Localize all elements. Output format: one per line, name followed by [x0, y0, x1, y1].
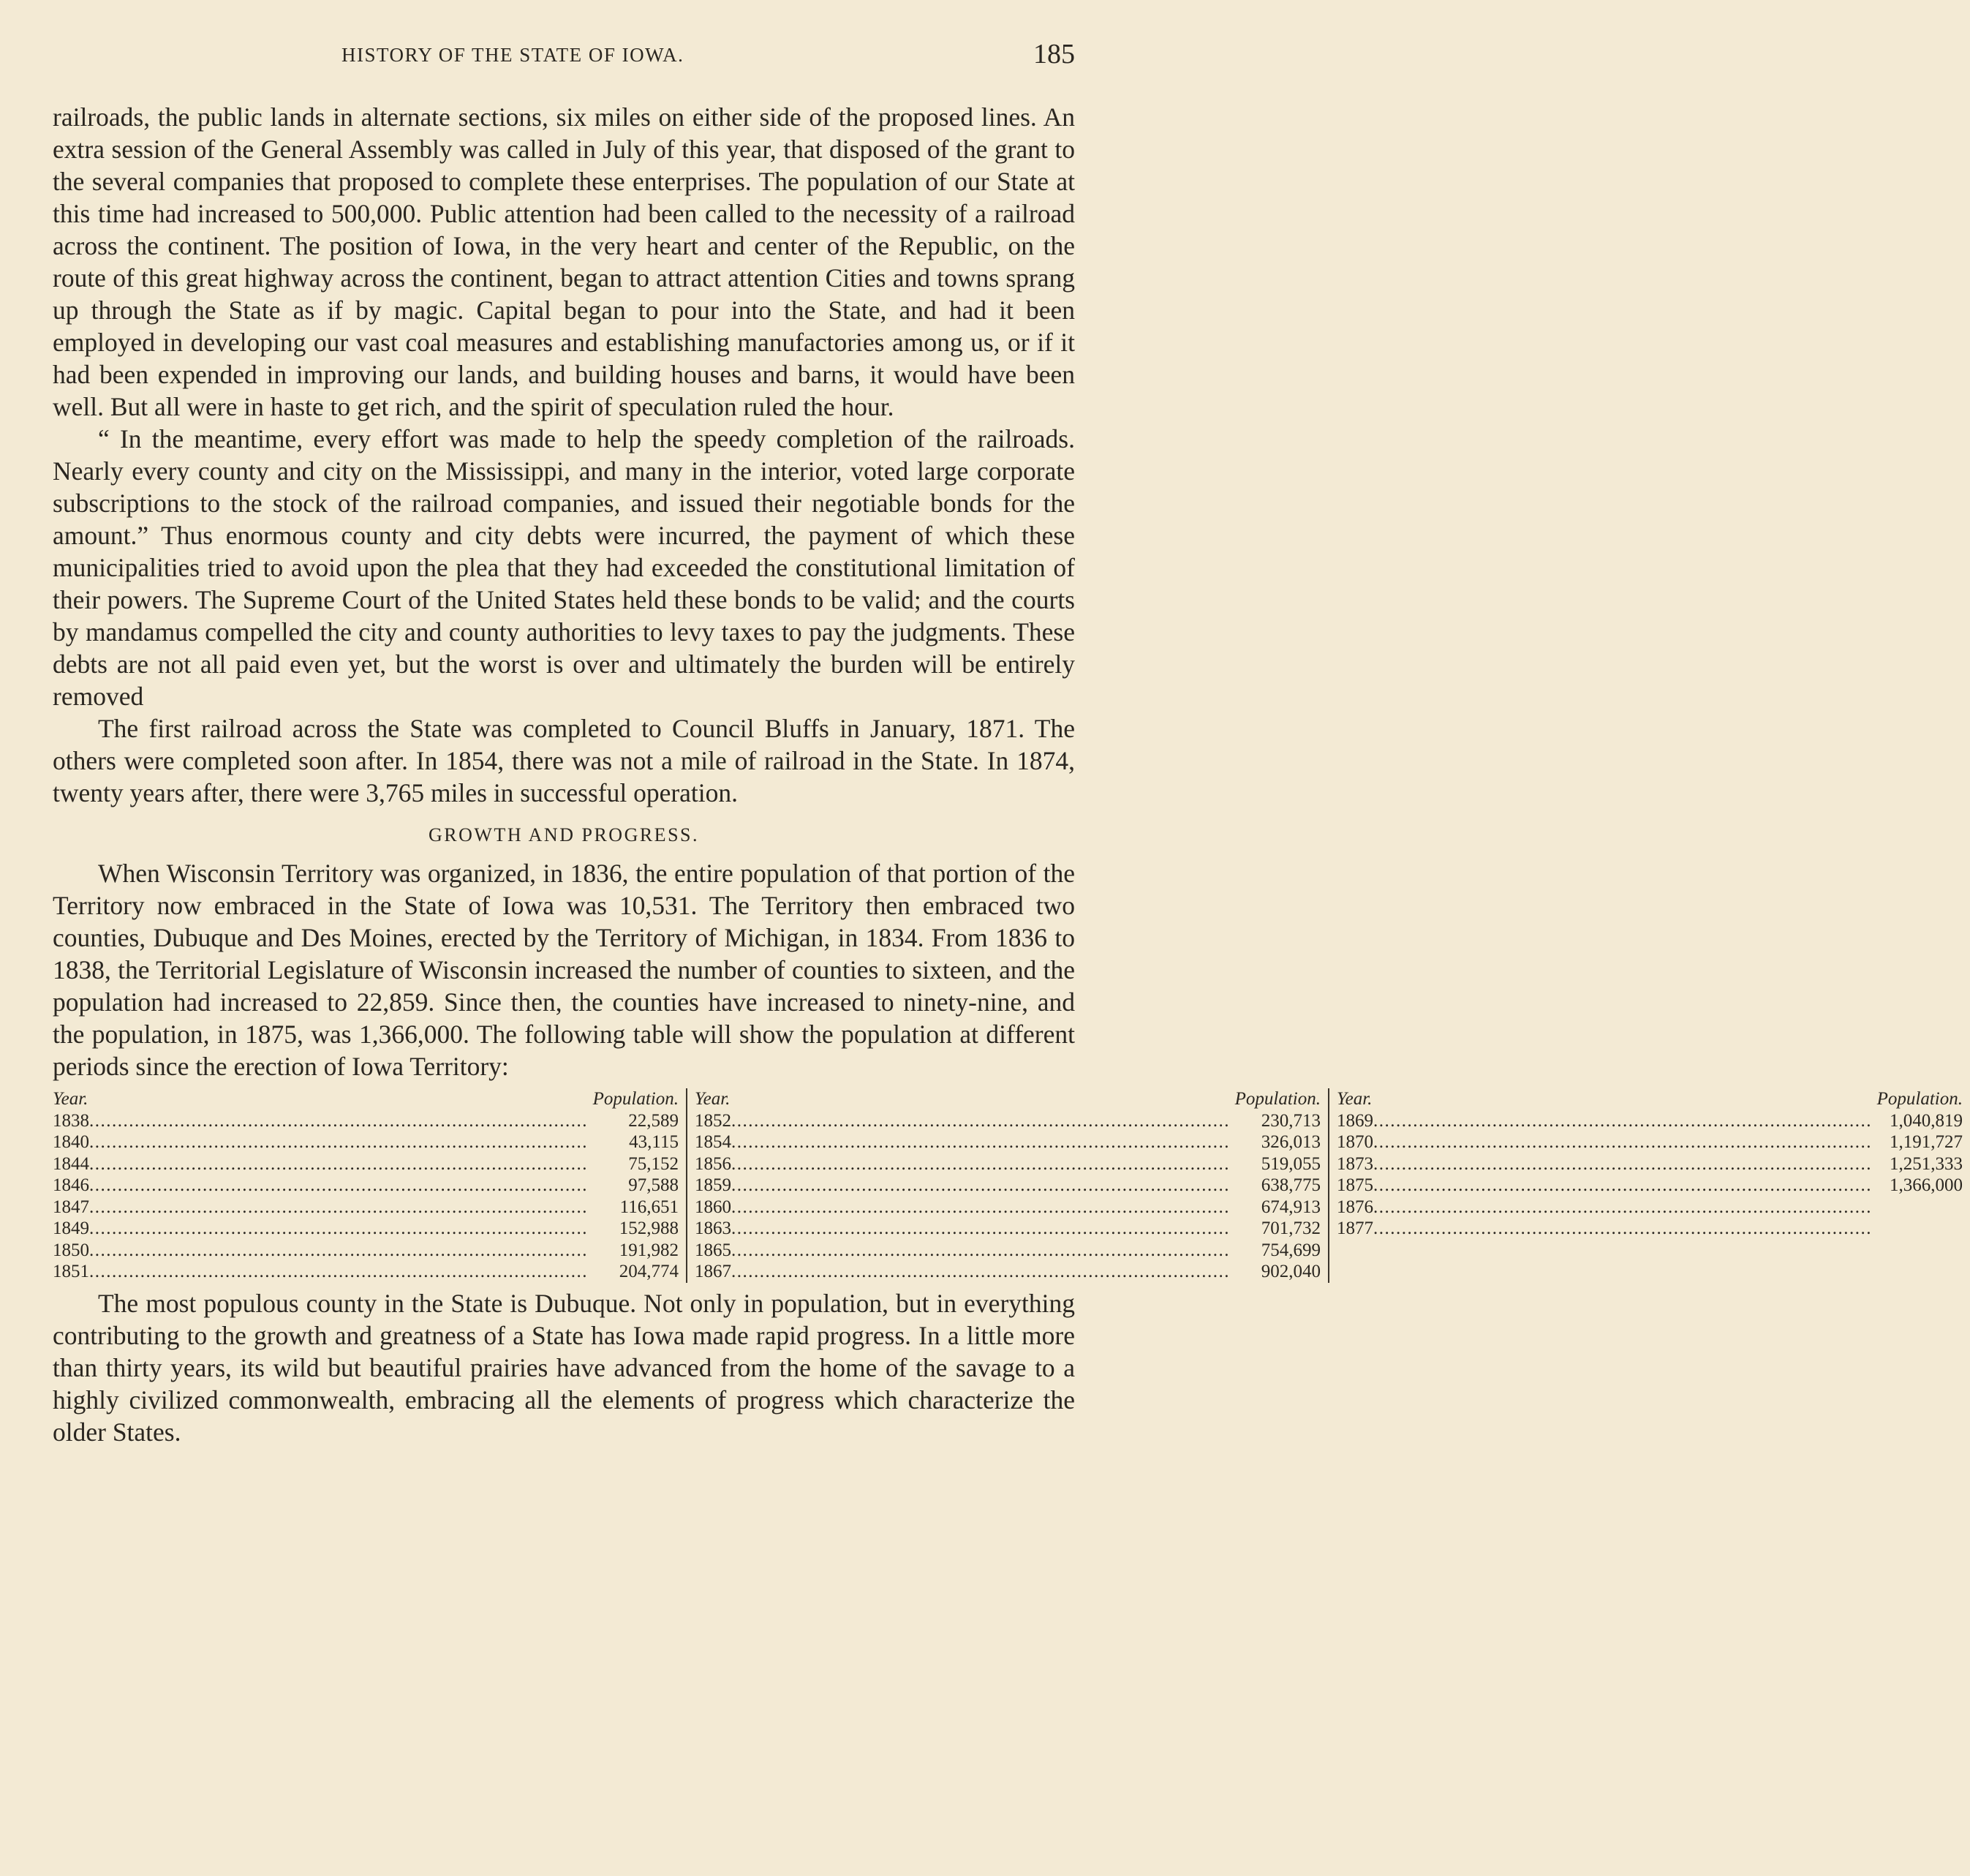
- year-cell: 1863: [695, 1218, 731, 1238]
- population-cell: 43,115: [629, 1132, 679, 1152]
- table-row: [695, 1131, 1321, 1153]
- table-row: [1337, 1131, 1963, 1153]
- population-cell: 1,040,819: [1890, 1110, 1963, 1131]
- population-cell: 519,055: [1261, 1153, 1321, 1174]
- year-cell: 1859: [695, 1175, 731, 1195]
- leader-dots: [731, 1218, 1230, 1240]
- table-row: [53, 1261, 679, 1283]
- table-row: [695, 1197, 1321, 1218]
- paragraph-dubuque: The most populous county in the State is Dubuque. Not only in population, but in everything contributing to the growth and greatness of a State has Iowa made rapid progress. In a little more than thirty years, its wild but beautiful prairies have advanced from the home of the savage to a highly civilized commonwealth, embracing all the elements of progress which characterize the older States.: [53, 1288, 1075, 1447]
- running-title: HISTORY OF THE STATE OF IOWA.: [341, 44, 684, 66]
- year-cell: 1849: [53, 1218, 89, 1238]
- year-header: Year.: [695, 1089, 731, 1109]
- population-cell: 22,589: [628, 1110, 679, 1131]
- year-cell: 1840: [53, 1132, 89, 1152]
- population-cell: 230,713: [1261, 1110, 1321, 1131]
- population-cell: 75,152: [628, 1153, 679, 1174]
- year-cell: 1838: [53, 1110, 89, 1131]
- population-cell: 191,982: [619, 1240, 679, 1260]
- page-body: [53, 101, 1963, 1448]
- year-cell: 1846: [53, 1175, 89, 1195]
- page-number: 185: [1033, 39, 1075, 69]
- table-row: [53, 1218, 679, 1240]
- table-row: [1337, 1175, 1963, 1197]
- population-cell: 204,774: [619, 1262, 679, 1281]
- year-cell: 1869: [1337, 1110, 1373, 1131]
- table-row: [53, 1110, 679, 1132]
- leader-dots: [1373, 1131, 1872, 1153]
- table-column-header: [1337, 1088, 1963, 1110]
- section-heading: GROWTH AND PROGRESS.: [429, 824, 699, 845]
- year-cell: 1850: [53, 1240, 89, 1260]
- table-row: [1337, 1218, 1963, 1240]
- population-cell: 638,775: [1261, 1175, 1321, 1195]
- paragraph-quotation: “ In the meantime, every effort was made to help the speedy completion of the railroads. Nearly every county and city on the Mississippi, and many in the interior, voted large corporate subscriptions to the stock of the railroad companies, and issued their negotiable bonds for the amount.” Thus enormous county and city debts were incurred, the payment of which these municipalities tried to avoid upon the plea that they had exceeded the constitutional limitation of their powers. The Supreme Court of the United States held these bonds to be valid; and the courts by mandamus compelled the city and county authorities to levy taxes to pay the judgments. These debts are not all paid even yet, but the worst is over and ultimately the burden will be entirely removed: [53, 424, 1075, 711]
- year-cell: 1875: [1337, 1175, 1373, 1195]
- year-cell: 1854: [695, 1132, 731, 1152]
- leader-dots: [1373, 1110, 1872, 1132]
- population-cell: 701,732: [1261, 1218, 1321, 1238]
- population-cell: 1,251,333: [1890, 1153, 1963, 1174]
- table-row: [53, 1153, 679, 1175]
- leader-dots: [731, 1175, 1230, 1197]
- year-cell: 1873: [1337, 1153, 1373, 1174]
- population-cell: 152,988: [619, 1218, 679, 1238]
- table-row: [695, 1261, 1321, 1283]
- table-row: [695, 1110, 1321, 1132]
- table-row: [53, 1175, 679, 1197]
- population-header: Population.: [1876, 1089, 1963, 1109]
- leader-dots: [89, 1131, 588, 1153]
- population-cell: 116,651: [619, 1197, 679, 1217]
- year-cell: 1844: [53, 1153, 89, 1174]
- leader-dots: [731, 1131, 1230, 1153]
- population-cell: 902,040: [1261, 1262, 1321, 1281]
- year-header: Year.: [1337, 1089, 1373, 1109]
- year-cell: 1877: [1337, 1218, 1373, 1238]
- population-table: [53, 1088, 1963, 1283]
- leader-dots: [1373, 1218, 1872, 1240]
- population-cell: 754,699: [1261, 1240, 1321, 1260]
- paragraph-first-railroad: The first railroad across the State was completed to Council Bluffs in January, 1871. The others were completed soon after. In 1854, there was not a mile of railroad in the State. In 1874, twenty years after, there were 3,765 miles in successful operation.: [53, 714, 1075, 807]
- table-row: [53, 1240, 679, 1262]
- table-row: [1337, 1197, 1963, 1218]
- population-cell: 97,588: [628, 1175, 679, 1195]
- leader-dots: [89, 1110, 588, 1132]
- leader-dots: [731, 1110, 1230, 1132]
- leader-dots: [89, 1153, 588, 1175]
- year-cell: 1856: [695, 1153, 731, 1174]
- table-column: [1328, 1088, 1970, 1283]
- table-row: [695, 1153, 1321, 1175]
- population-cell: 674,913: [1261, 1197, 1321, 1217]
- leader-dots: [731, 1197, 1230, 1218]
- year-cell: 1860: [695, 1197, 731, 1217]
- table-column-header: [695, 1088, 1321, 1110]
- leader-dots: [89, 1261, 588, 1283]
- leader-dots: [731, 1153, 1230, 1175]
- table-column: [53, 1088, 686, 1283]
- population-cell: 326,013: [1261, 1132, 1321, 1152]
- table-row: [53, 1197, 679, 1218]
- table-row: [1337, 1153, 1963, 1175]
- year-cell: 1867: [695, 1262, 731, 1281]
- year-cell: 1865: [695, 1240, 731, 1260]
- table-row: [695, 1240, 1321, 1262]
- year-cell: 1870: [1337, 1132, 1373, 1152]
- population-cell: 1,366,000: [1890, 1175, 1963, 1195]
- leader-dots: [731, 1261, 1230, 1283]
- year-cell: 1852: [695, 1110, 731, 1131]
- table-row: [695, 1175, 1321, 1197]
- table-row: [53, 1131, 679, 1153]
- population-header: Population.: [592, 1089, 679, 1109]
- year-cell: 1847: [53, 1197, 89, 1217]
- year-cell: 1851: [53, 1262, 89, 1281]
- year-header: Year.: [53, 1089, 88, 1109]
- leader-dots: [89, 1240, 588, 1262]
- leader-dots: [731, 1240, 1230, 1262]
- table-column-header: [53, 1088, 679, 1110]
- population-header: Population.: [1234, 1089, 1321, 1109]
- leader-dots: [89, 1197, 588, 1218]
- population-cell: 1,191,727: [1890, 1132, 1963, 1152]
- paragraph-railroads: railroads, the public lands in alternate sections, six miles on either side of the proposed lines. An extra session of the General Assembly was called in July of this year, that disposed of the grant to the several companies that proposed to complete these enterprises. The population of our State at this time had increased to 500,000. Public attention had been called to the necessity of a railroad across the continent. The position of Iowa, in the very heart and center of the Republic, on the route of this great highway across the continent, began to attract attention Cities and towns sprang up through the State as if by magic. Capital began to pour into the State, and had it been employed in developing our vast coal measures and establishing manufactories among us, or if it had been expended in improving our lands, and building houses and barns, it would have been well. But all were in haste to get rich, and the spirit of speculation ruled the hour.: [53, 102, 1075, 421]
- year-cell: 1876: [1337, 1197, 1373, 1217]
- leader-dots: [1373, 1153, 1872, 1175]
- leader-dots: [1373, 1175, 1872, 1197]
- paragraph-growth: When Wisconsin Territory was organized, in 1836, the entire population of that portion of the Territory now embraced in the State of Iowa was 10,531. The Territory then embraced two counties, Dubuque and Des Moines, erected by the Territory of Michigan, in 1834. From 1836 to 1838, the Territorial Legislature of Wisconsin increased the number of counties to sixteen, and the population had increased to 22,859. Since then, the counties have increased to ninety-nine, and the population, in 1875, was 1,366,000. The following table will show the population at different periods since the erection of Iowa Territory:: [53, 859, 1075, 1081]
- leader-dots: [89, 1175, 588, 1197]
- leader-dots: [1373, 1197, 1872, 1218]
- leader-dots: [89, 1218, 588, 1240]
- table-row: [1337, 1110, 1963, 1132]
- table-column: [686, 1088, 1328, 1283]
- table-row: [695, 1218, 1321, 1240]
